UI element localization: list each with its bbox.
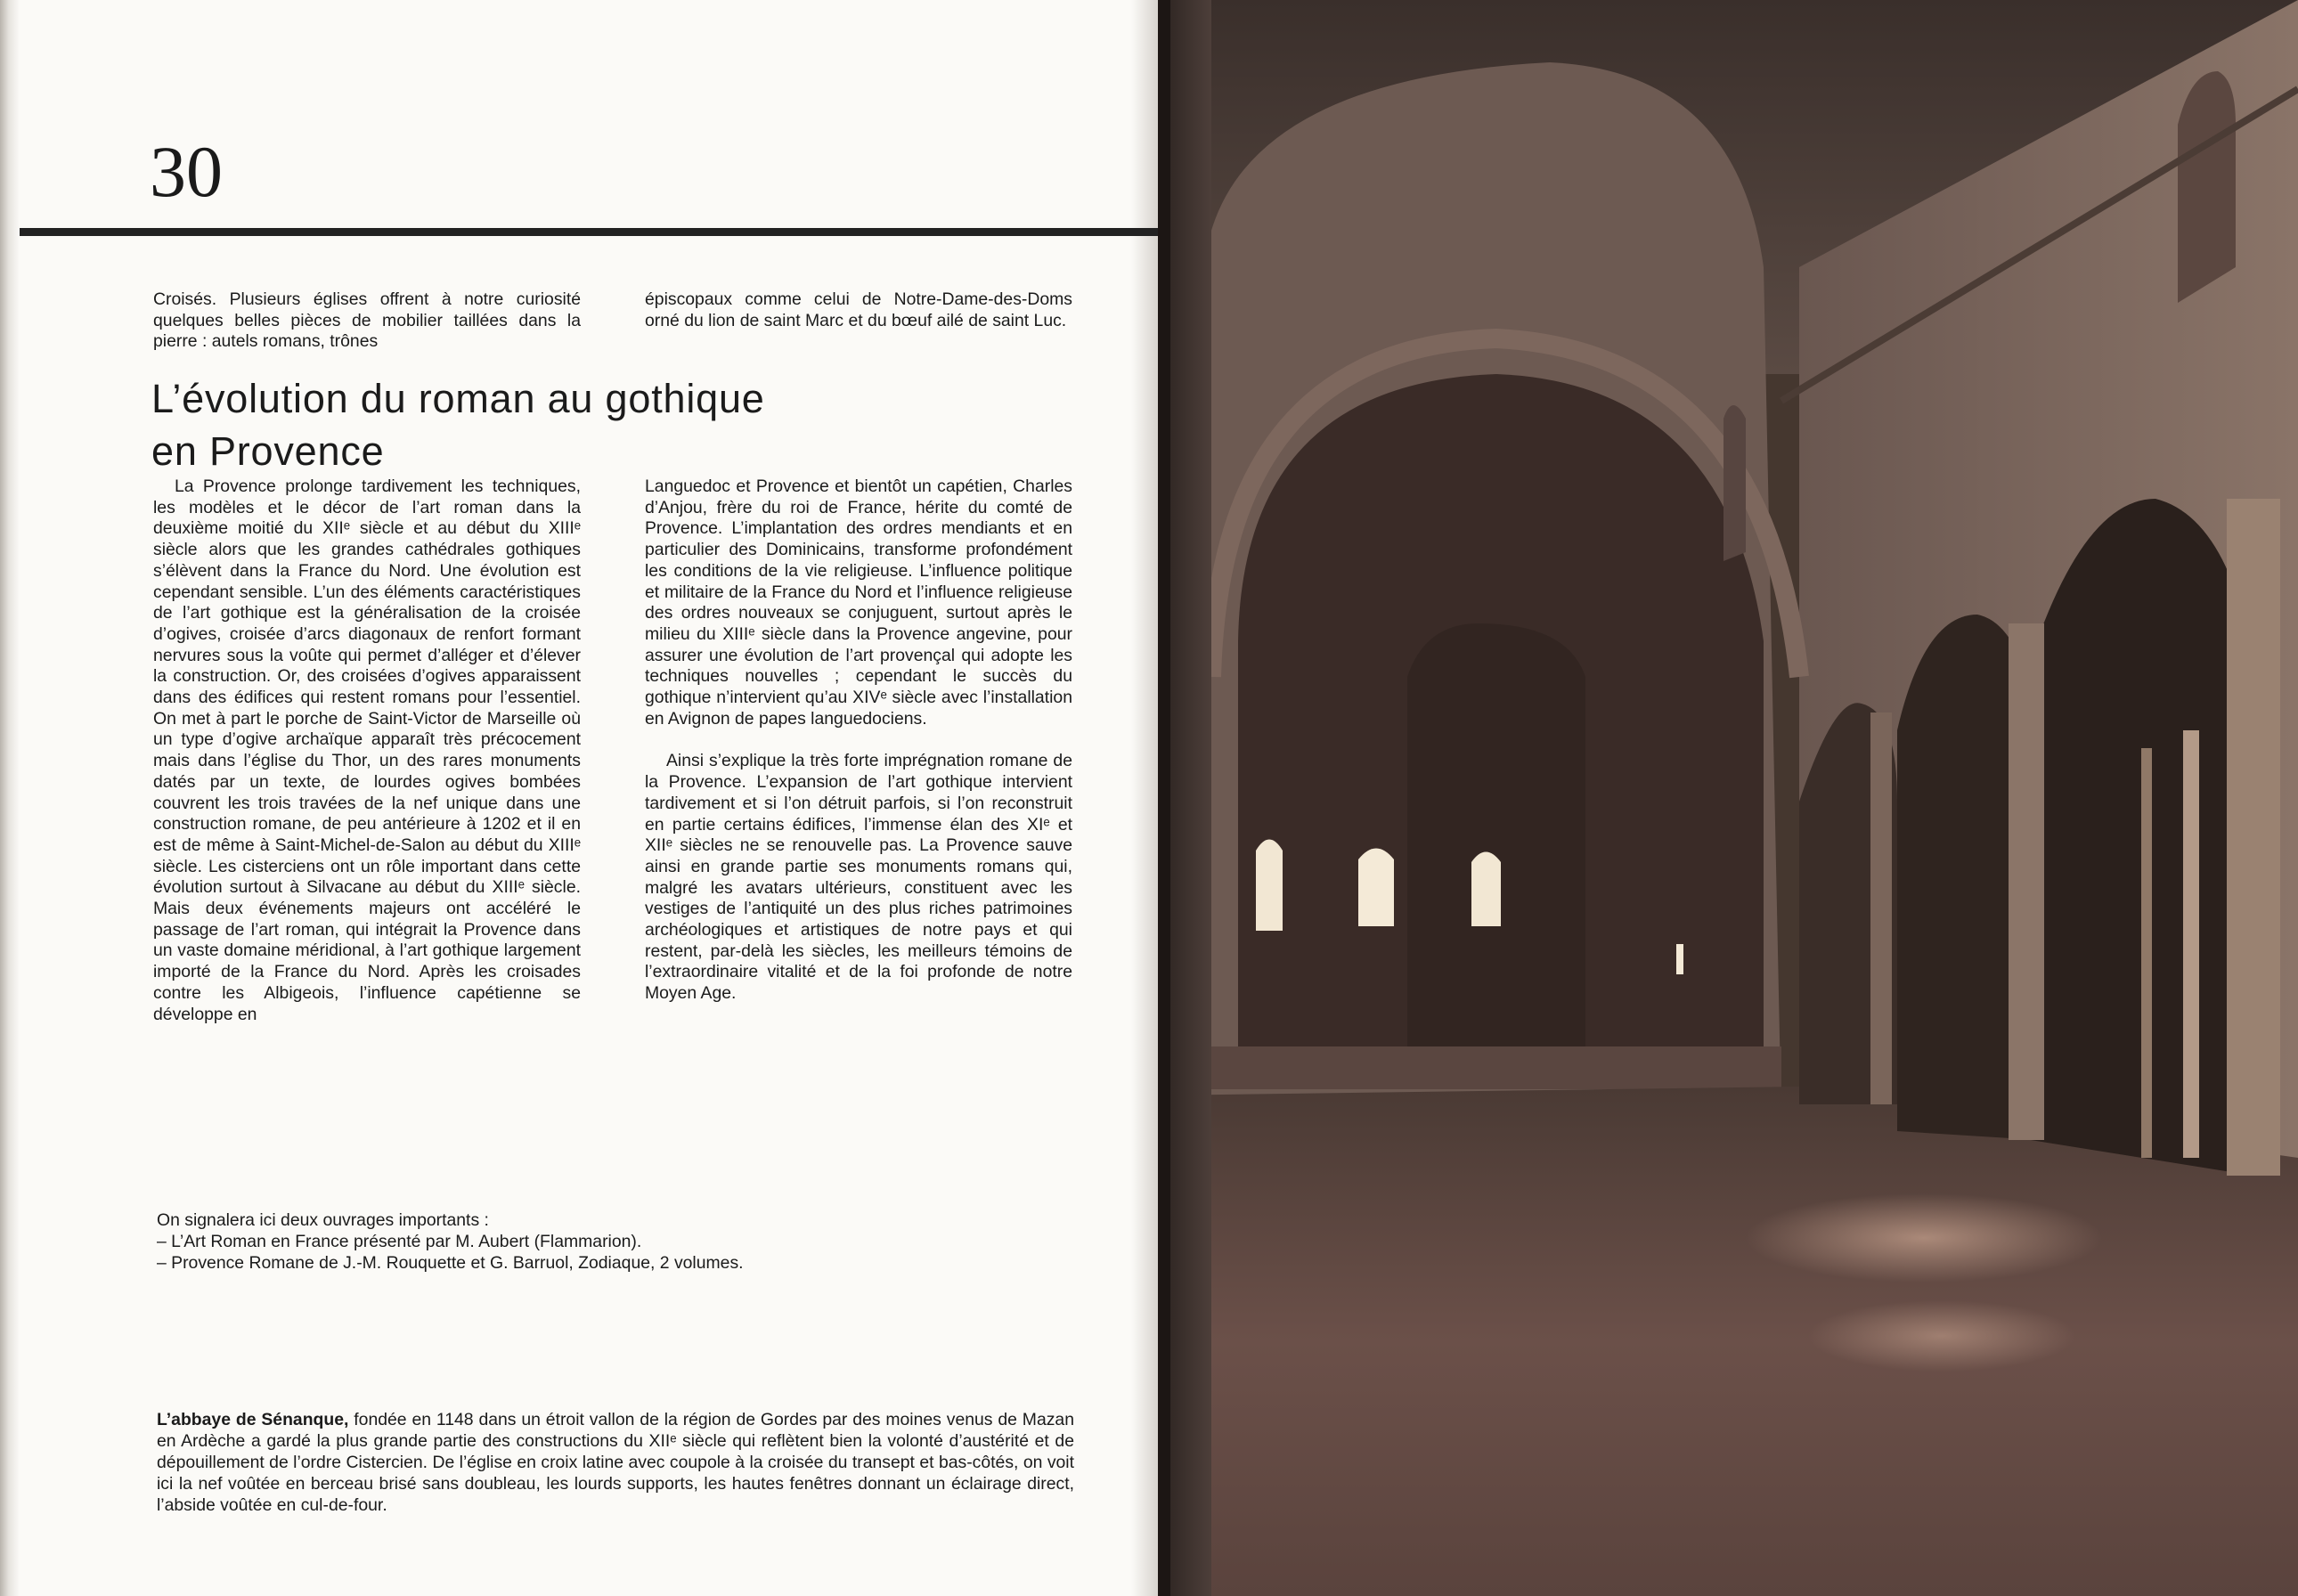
body-paragraph: La Provence prolonge tardivement les techniques, les modèles et le décor de l’art roman dans la deuxième moitié du XIIᵉ siècle et au début du XIIIᵉ siècle alors que les grandes cathédrales gothiques s’élèvent dans la France du Nord. Une évolution est cependant sensible. L’un des éléments caractéristiques de l’art gothique est la généralisation de la croisée d’ogives, croisée d’arcs diagonaux de renfort formant nervures sous la voûte qui permet d’alléger et d’élever la construction. Or, des croisées d’ogives apparaissent dans des édifices qui restent romans pour l’essentiel. On met à part le porche de Saint-Victor de Marseille où un type d’ogive archaïque apparaît très précocement mais dans l’église du Thor, un des rares monuments datés par un texte, de lourdes ogives bombées couvrent les trois travées de la nef unique dans une construction romane, de peu antérieure à 1202 et il en est de même à Saint-Michel-de-Salon au début du XIIIᵉ siècle. Les cisterciens ont un rôle important dans cette évolution surtout à Silvacane au début du XIIIᵉ siècle. Mais deux événements majeurs ont accéléré le passage de l’art roman, qui intégrait la Provence dans un vaste domaine méridional, à l’art gothique largement importé de la France du Nord. Après les croisades contre les Albigeois, l’influence capétienne se développe en xyxy=(153,476,581,1024)
body-column-left xyxy=(153,476,581,1025)
page-edge xyxy=(0,0,20,1596)
intro-text-left: Croisés. Plusieurs églises offrent à notre curiosité quelques belles pièces de mobilier taillées dans la pierre : autels romans, trônes xyxy=(153,289,581,352)
nave-illustration xyxy=(1158,0,2298,1596)
page-number: 30 xyxy=(150,131,223,212)
caption-title: L’abbaye de Sénanque, xyxy=(157,1410,349,1429)
heading-line-1: L’évolution du roman au gothique xyxy=(151,376,765,421)
body-paragraph: Ainsi s’explique la très forte imprégnation romane de la Provence. L’expansion de l’art gothique intervient tardivement et si l’on détruit parfois, si l’on reconstruit en partie certains édifices, l’immense élan des XIᵉ et XIIᵉ siècles ne se renouvelle pas. La Provence sauve ainsi en grande partie ses monuments romans qui, malgré les avatars ultérieurs, constituent avec les vestiges de l’antiquité un des plus riches patrimoines archéologiques et artistiques de notre pays et qui restent, par-delà les siècles, les meilleurs témoins de l’extraordinaire vitalité et de la foi profonde de notre Moyen Age. xyxy=(645,751,1072,1004)
abbey-photo xyxy=(1158,0,2298,1596)
intro-column-left xyxy=(153,289,581,353)
intro-text-right: épiscopaux comme celui de Notre-Dame-des-Doms orné du lion de saint Marc et du bœuf ailé de saint Luc. xyxy=(645,289,1072,330)
heading-line-2: en Provence xyxy=(151,428,385,474)
body-column-right xyxy=(645,476,1072,1005)
reference-item: – L’Art Roman en France présenté par M. Aubert (Flammarion). xyxy=(157,1232,642,1251)
photo-caption xyxy=(157,1409,1074,1516)
body-paragraph: Languedoc et Provence et bientôt un capétien, Charles d’Anjou, frère du roi de France, hérite du comté de Provence. L’implantation des ordres mendiants et en particulier des Dominicains, transforme profondément les conditions de la vie religieuse. L’influence politique et militaire de la France du Nord et l’influence religieuse des ordres nouveaux se conjuguent, surtout après le milieu du XIIIᵉ siècle dans la Provence angevine, pour assurer une évolution de l’art provençal qui adopte les techniques nouvelles ; cependant le succès du gothique n’intervient qu’au XIVᵉ siècle avec l’installation en Avignon de papes languedociens. xyxy=(645,476,1072,729)
references xyxy=(157,1209,958,1274)
references-intro: On signalera ici deux ouvrages importants : xyxy=(157,1210,489,1230)
reference-item: – Provence Romane de J.-M. Rouquette et G. Barruol, Zodiaque, 2 volumes. xyxy=(157,1253,744,1273)
caption-text: fondée en 1148 dans un étroit vallon de la région de Gordes par des moines venus de Mazan en Ardèche a gardé la plus grande partie des constructions du XIIᵉ siècle qui reflètent bien la volonté d’austérité et de dépouillement de l’ordre Cistercien. De l’église en croix latine avec coupole à la croisée du transept et bas-côtés, on voit ici la nef voûtée en berceau brisé sans doubleau, les lourds supports, les hautes fenêtres donnant un éclairage direct, l’abside voûtée en cul-de-four. xyxy=(157,1410,1074,1515)
section-heading xyxy=(151,372,953,477)
gutter-shadow xyxy=(1131,0,1158,1596)
intro-column-right xyxy=(645,289,1072,331)
header-rule xyxy=(20,228,1158,236)
